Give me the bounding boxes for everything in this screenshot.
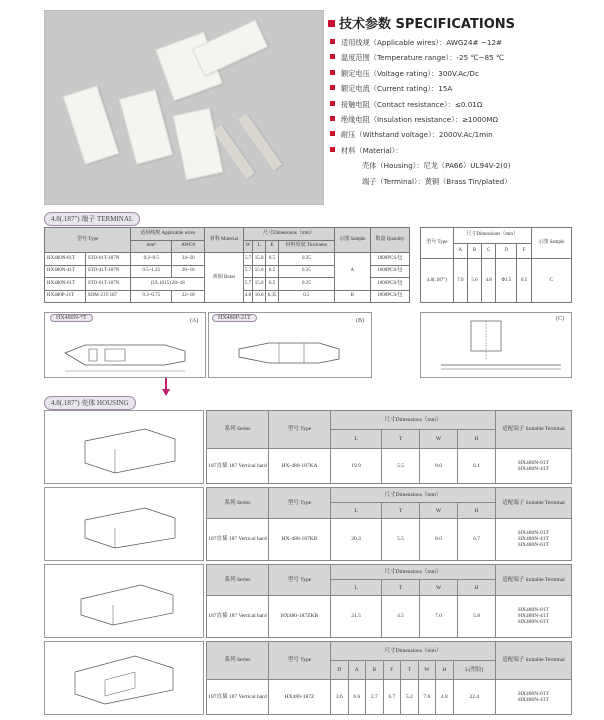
header-f: F <box>383 660 401 679</box>
header-w: W <box>420 503 458 518</box>
cell-model: STO-61T-187N <box>85 278 130 291</box>
cell-h: 6.1 <box>458 448 496 483</box>
specifications-title-text: 技术参数 SPECIFICATIONS <box>339 17 515 32</box>
header-dimensions: 尺寸Dimensions（mm） <box>243 228 334 241</box>
cell-qty: 1000PCS/包 <box>370 290 409 303</box>
suitable-item: HX480N-01T <box>518 690 549 697</box>
cell-l: 22.4 <box>453 679 495 714</box>
header-h: H <box>458 429 496 448</box>
cell-w: 7.6 <box>418 679 436 714</box>
housing-table-1 <box>206 410 572 484</box>
header-w: W <box>420 580 458 595</box>
header-type: 型号 Type <box>269 565 331 596</box>
header-quantity: 数量 Quantity <box>370 228 409 253</box>
suitable-item: HX480N-41T <box>518 536 549 543</box>
header-suitable: 适配端子 Suitable Terminal <box>496 488 572 519</box>
cell-c: 4.8 <box>482 259 496 303</box>
cell-series: 187直插 187 Vertical hard <box>207 448 269 483</box>
housing-part-2 <box>192 20 268 77</box>
drawing-c <box>420 312 572 378</box>
cell-series: 187直插 187 Vertical hard <box>207 679 269 714</box>
cell-w: 5.7 <box>243 265 253 278</box>
housing-table-2 <box>206 487 572 561</box>
cell-t: 4.5 <box>382 595 420 637</box>
drawing-c-label: (C) <box>556 316 564 322</box>
spec-text: 额定电流（Current rating）：15A <box>341 84 453 94</box>
cell-type: HX480N-61T <box>45 278 86 291</box>
spec-text: 温度范围（Temperature range）：-25 ℃~85 ℃ <box>341 53 505 63</box>
table-row <box>421 259 572 303</box>
spec-row <box>330 81 511 96</box>
spec-text: 耐压（Withstand voltage）：2000V.Ac/1min <box>341 130 493 140</box>
header-sample: 示图 Sample <box>334 228 370 253</box>
cell-suitable <box>496 448 572 483</box>
cell-f: 0.5 <box>517 259 531 303</box>
cell-h: 5.8 <box>458 595 496 637</box>
cell-series: 187直插 187 Vertical hard <box>207 595 269 637</box>
header-series: 系列 Series <box>207 565 269 596</box>
arrow-down-icon <box>162 389 170 396</box>
header-dimensions: 尺寸Dimensions（mm） <box>331 411 496 430</box>
bullet-icon <box>330 70 335 75</box>
cell-w: 8.0 <box>420 448 458 483</box>
terminal-table <box>44 227 410 303</box>
cell-w: 4.8 <box>243 290 253 303</box>
cell-e: 6.5 <box>266 265 279 278</box>
cell-h: 4.8 <box>436 679 454 714</box>
cell-qty: 1000PCS/包 <box>370 278 409 291</box>
header-sample: 示图 Sample <box>531 228 571 259</box>
header-type: 型号 Type <box>421 228 454 259</box>
header-series: 系列 Series <box>207 411 269 449</box>
header-suitable: 适配端子 Suitable Terminal <box>496 565 572 596</box>
bullet-icon <box>330 147 335 152</box>
drawing-b-tag: HX480P-21T <box>212 314 257 322</box>
header-dimensions: 尺寸Dimensions（mm） <box>331 488 496 503</box>
cell-a: 6.6 <box>348 679 366 714</box>
header-suitable: 适配端子 Suitable Terminal <box>496 411 572 449</box>
header-dimensions: 尺寸Dimensions（mm） <box>331 642 496 661</box>
housing-part-5 <box>173 108 224 180</box>
cell-e: 6.5 <box>266 278 279 291</box>
cell-l: 15.0 <box>253 278 266 291</box>
cell-b: 5.6 <box>467 259 481 303</box>
housing-sketch-4 <box>45 642 203 714</box>
header-w: W <box>418 660 436 679</box>
header-h: H <box>436 660 454 679</box>
cell-mm2: (UL1015) 20~18 <box>131 278 205 291</box>
cell-type: HX480P-21T <box>45 290 86 303</box>
header-awg: AWG# <box>172 240 205 253</box>
spec-text: 额定电压（Voltage rating）：300V.Ac/Dc <box>341 68 479 78</box>
spec-row <box>330 50 511 65</box>
drawing-a-tag: HX480N-*T <box>50 314 93 322</box>
cell-qty: 1000PCS/包 <box>370 253 409 266</box>
header-wires: 适用线规 Applicable wires <box>131 228 205 241</box>
header-b: B <box>366 660 384 679</box>
housing-drawing-1 <box>44 410 204 484</box>
cell-t: 5.5 <box>382 518 420 560</box>
header-h: H <box>458 503 496 518</box>
cell-suitable <box>496 679 572 714</box>
cell-d: Φ1.5 <box>496 259 517 303</box>
suitable-item: HX480N-61T <box>518 542 549 549</box>
cell-l: 19.9 <box>331 448 382 483</box>
header-t: T <box>401 660 419 679</box>
header-l: L <box>253 240 266 253</box>
housing-drawing-4 <box>44 641 204 715</box>
header-dimensions: 尺寸Dimensions（mm） <box>453 228 531 244</box>
terminal-section-label: 4.8(.187") 端子 TERMINAL <box>44 212 140 226</box>
spec-material-row: 壳体（Housing）：尼龙（PA66）UL94V-2(0) <box>362 161 511 171</box>
suitable-item: HX480N-01T <box>518 530 549 537</box>
bullet-icon <box>330 116 335 121</box>
spec-text: 适用线规（Applicable wires）：AWG24# ~12# <box>341 38 503 47</box>
housing-sketch-3 <box>45 565 203 637</box>
housing-table-3 <box>206 564 572 638</box>
terminal-drawing-b <box>209 313 371 377</box>
header-d: D <box>496 243 517 259</box>
bullet-icon <box>330 39 335 44</box>
bullet-icon <box>330 131 335 136</box>
cell-thickness: 0.5 <box>278 290 334 303</box>
cell-t: 5.5 <box>382 448 420 483</box>
cell-type: HX480-187ZKB <box>269 595 331 637</box>
cell-a: 7.0 <box>453 259 467 303</box>
cell-l: 15.0 <box>253 265 266 278</box>
header-a: A <box>348 660 366 679</box>
header-t: T <box>382 580 420 595</box>
spec-text: 绝缘电阻（Insulation resistance）：≥1000MΩ <box>341 115 499 125</box>
cell-awg: 24~20 <box>172 253 205 266</box>
spec-material-row: 端子（Terminal）：黄铜（Brass Tin/plated） <box>362 176 512 186</box>
cell-mm2: 0.3~0.75 <box>131 290 172 303</box>
specifications-list <box>330 35 511 189</box>
bullet-icon <box>328 20 335 27</box>
header-type: 型号 Type <box>269 642 331 680</box>
cell-w: 5.7 <box>243 278 253 291</box>
cell-suitable <box>496 595 572 637</box>
header-dimensions: 尺寸Dimensions（mm） <box>331 565 496 580</box>
header-l: L <box>331 580 382 595</box>
header-w: W <box>420 429 458 448</box>
cell-series: 187直插 187 Vertical hard <box>207 518 269 560</box>
header-l: L(塑胶) <box>453 660 495 679</box>
housing-sketch-2 <box>45 488 203 560</box>
cell-l: 20.3 <box>331 518 382 560</box>
suitable-item: HX480N-01T <box>518 607 549 614</box>
header-c: C <box>482 243 496 259</box>
cell-w: 8.0 <box>420 518 458 560</box>
terminal-drawing-c <box>421 313 571 377</box>
cell-e: 6.35 <box>266 290 279 303</box>
spec-row <box>330 127 511 142</box>
cell-w: 7.0 <box>420 595 458 637</box>
housing-part-3 <box>63 85 119 165</box>
header-l: L <box>331 429 382 448</box>
cell-h: 6.7 <box>458 518 496 560</box>
cell-awg: 22~18 <box>172 290 205 303</box>
cell-model: STO-01T-187N <box>85 253 130 266</box>
cell-w: 5.7 <box>243 253 253 266</box>
header-type: 型号 Type <box>269 411 331 449</box>
specifications-title <box>328 13 515 32</box>
header-thickness: 材料厚度 Thickness <box>278 240 334 253</box>
spec-row <box>330 97 511 112</box>
cell-sample: C <box>531 259 571 303</box>
header-h: H <box>458 580 496 595</box>
bullet-icon <box>330 54 335 59</box>
housing-drawing-3 <box>44 564 204 638</box>
header-material: 材料 Material <box>205 228 243 253</box>
cell-model: SOM-21T-187 <box>85 290 130 303</box>
cell-l: 15.0 <box>253 253 266 266</box>
bullet-icon <box>330 101 335 106</box>
spec-text: 接触电阻（Contact resistance）：≤0.01Ω <box>341 99 483 109</box>
table-row <box>207 595 572 637</box>
bullet-icon <box>330 85 335 90</box>
spec-row <box>330 143 511 158</box>
cell-thickness: 0.35 <box>278 265 334 278</box>
header-t: T <box>382 429 420 448</box>
header-e: E <box>266 240 279 253</box>
cell-mm2: 0.2~0.5 <box>131 253 172 266</box>
cell-sample: A <box>334 253 370 291</box>
housing-sketch-1 <box>45 411 203 483</box>
header-b: B <box>467 243 481 259</box>
cell-type: HX480N-41T <box>45 265 86 278</box>
housing-section-label: 4.8(.187") 壳体 HOUSING <box>44 396 136 410</box>
header-series: 系列 Series <box>207 642 269 680</box>
cell-b: 2.7 <box>366 679 384 714</box>
suitable-item: HX480N-41T <box>518 465 549 472</box>
table-row <box>207 679 572 714</box>
cell-suitable <box>496 518 572 560</box>
header-type: 型号 Type <box>269 488 331 519</box>
header-series: 系列 Series <box>207 488 269 519</box>
drawing-a-label: (A) <box>190 318 199 324</box>
cell-type: HX480N-01T <box>45 253 86 266</box>
cell-sample: B <box>334 290 370 303</box>
cell-model: STO-41T-187N <box>85 265 130 278</box>
cell-thickness: 0.35 <box>278 253 334 266</box>
cell-material: 黄铜 Brass <box>205 253 243 303</box>
cell-l: 21.5 <box>331 595 382 637</box>
cell-type: 4.8(.187") <box>421 259 454 303</box>
header-w: W <box>243 240 253 253</box>
spec-row <box>330 35 511 50</box>
drawing-b-label: (B) <box>356 318 364 324</box>
header-f: F <box>517 243 531 259</box>
spec-text: 材料（Material）： <box>341 145 403 155</box>
terminal-side-table <box>420 227 572 303</box>
suitable-item: HX480N-61T <box>518 619 549 626</box>
product-photo <box>44 10 324 205</box>
spec-row <box>330 112 511 127</box>
suitable-item: HX480N-01T <box>518 459 549 466</box>
cell-e: 6.5 <box>266 253 279 266</box>
cell-awg: 20~16 <box>172 265 205 278</box>
cell-type: HX-480-187KA <box>269 448 331 483</box>
cell-qty: 1000PCS/包 <box>370 265 409 278</box>
cell-mm2: 0.5~1.25 <box>131 265 172 278</box>
header-l: L <box>331 503 382 518</box>
suitable-item: HX480N-41T <box>518 613 549 620</box>
suitable-item: HX480N-41T <box>518 696 549 703</box>
housing-part-4 <box>119 89 173 165</box>
table-row <box>207 448 572 483</box>
header-d: D <box>331 660 349 679</box>
spec-row <box>330 66 511 81</box>
cell-type: HX-480-187KB <box>269 518 331 560</box>
housing-table-4 <box>206 641 572 715</box>
cell-type: HX480-187Z <box>269 679 331 714</box>
housing-drawing-2 <box>44 487 204 561</box>
cell-f: 6.7 <box>383 679 401 714</box>
cell-thickness: 0.35 <box>278 278 334 291</box>
header-mm2: mm² <box>131 240 172 253</box>
header-a: A <box>453 243 467 259</box>
cell-l: 16.6 <box>253 290 266 303</box>
table-row <box>45 253 410 266</box>
terminal-drawing-a <box>45 313 205 377</box>
cell-t: 5.2 <box>401 679 419 714</box>
header-suitable: 适配端子 Suitable Terminal <box>496 642 572 680</box>
header-t: T <box>382 503 420 518</box>
table-row <box>207 518 572 560</box>
header-type: 型号 Type <box>45 228 131 253</box>
cell-d: 3.6 <box>331 679 349 714</box>
